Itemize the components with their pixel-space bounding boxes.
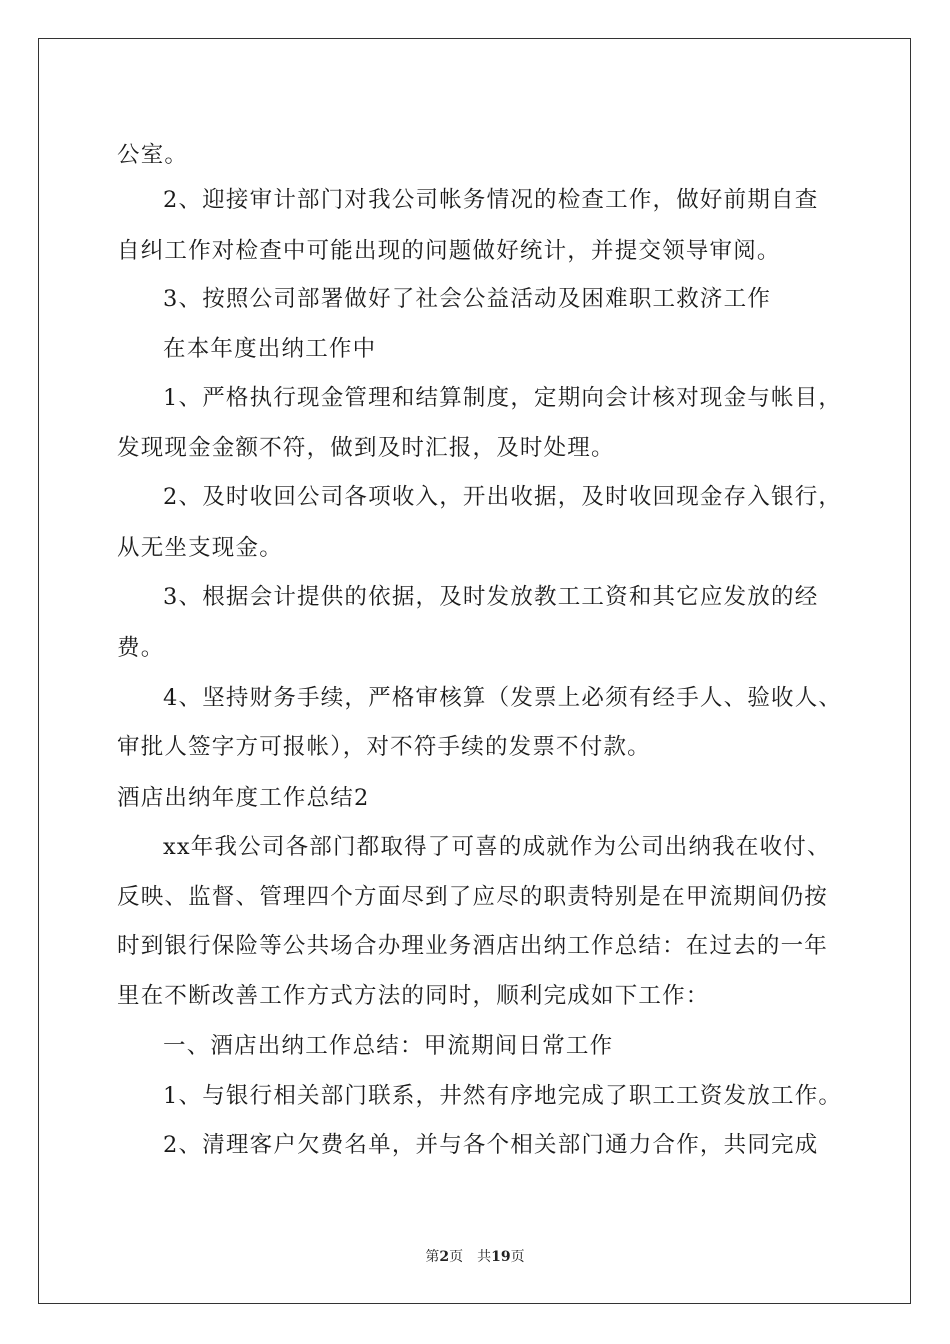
page-number: 2 [439,1249,450,1265]
text-line: 4、坚持财务手续，严格审核算（发票上必须有经手人、验收人、 [163,685,843,711]
text-line: 从无坐支现金。 [117,535,283,561]
page-border [38,38,911,1304]
page-suffix: 页 [510,1249,525,1265]
text-line: 公室。 [117,142,189,168]
section-heading: 酒店出纳年度工作总结2 [117,785,370,811]
text-line: 时到银行保险等公共场合办理业务酒店出纳工作总结：在过去的一年 [117,933,829,959]
page-total: 19 [491,1249,511,1265]
page-footer [0,1246,950,1266]
text-line: 2、清理客户欠费名单，并与各个相关部门通力合作，共同完成 [163,1132,819,1158]
text-line: 自纠工作对检查中可能出现的问题做好统计，并提交领导审阅。 [117,238,781,264]
text-line: 费。 [117,635,165,661]
text-line: 一、酒店出纳工作总结：甲流期间日常工作 [163,1033,614,1059]
text-line: 审批人签字方可报帐），对不符手续的发票不付款。 [117,734,651,760]
page-mid: 页 共 [449,1249,492,1265]
text-line: 3、按照公司部署做好了社会公益活动及困难职工救济工作 [163,286,772,312]
text-line: 反映、监督、管理四个方面尽到了应尽的职责特别是在甲流期间仍按 [117,884,829,910]
page-prefix: 第 [425,1249,440,1265]
text-line: 2、迎接审计部门对我公司帐务情况的检查工作，做好前期自查 [163,187,819,213]
text-line: 3、根据会计提供的依据，及时发放教工工资和其它应发放的经 [163,584,819,610]
text-line: 2、及时收回公司各项收入，开出收据，及时收回现金存入银行， [163,484,843,510]
text-line: 1、严格执行现金管理和结算制度，定期向会计核对现金与帐目， [163,385,843,411]
text-line: xx年我公司各部门都取得了可喜的成就作为公司出纳我在收付、 [163,834,831,860]
text-line: 发现现金金额不符，做到及时汇报，及时处理。 [117,435,615,461]
text-line: 1、与银行相关部门联系，井然有序地完成了职工工资发放工作。 [163,1083,843,1109]
text-line: 里在不断改善工作方式方法的同时，顺利完成如下工作： [117,983,710,1009]
text-line: 在本年度出纳工作中 [163,336,377,362]
